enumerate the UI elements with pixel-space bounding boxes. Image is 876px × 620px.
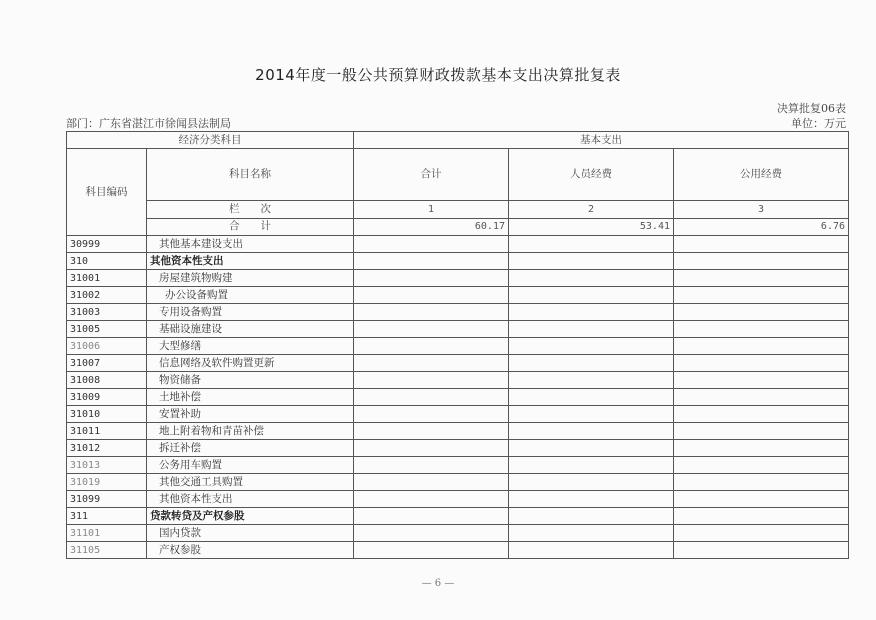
row-personnel xyxy=(509,525,674,542)
row-personnel xyxy=(509,321,674,338)
row-personnel xyxy=(509,508,674,525)
row-public xyxy=(674,236,849,253)
table-row xyxy=(67,508,849,525)
table-row xyxy=(67,474,849,491)
row-code: 31019 xyxy=(67,474,147,491)
form-number: 决算批复06表 xyxy=(777,102,846,115)
row-total xyxy=(354,474,509,491)
row-personnel xyxy=(509,423,674,440)
row-code: 31002 xyxy=(67,287,147,304)
header-econ-class: 经济分类科目 xyxy=(67,132,354,149)
row-personnel xyxy=(509,270,674,287)
row-public xyxy=(674,304,849,321)
header-total: 合计 xyxy=(354,149,509,201)
row-total xyxy=(354,253,509,270)
unit-label: 单位：万元 xyxy=(791,117,846,130)
row-total xyxy=(354,389,509,406)
row-code: 31005 xyxy=(67,321,147,338)
row-code: 31001 xyxy=(67,270,147,287)
row-code: 31010 xyxy=(67,406,147,423)
page-number: — 6 — xyxy=(421,578,455,589)
table-row xyxy=(67,423,849,440)
row-name: 公务用车购置 xyxy=(147,457,354,474)
row-personnel xyxy=(509,491,674,508)
sum-total: 60.17 xyxy=(354,218,509,235)
row-total xyxy=(354,423,509,440)
row-code: 31099 xyxy=(67,491,147,508)
table-row xyxy=(67,338,849,355)
table-row xyxy=(67,457,849,474)
page-title: 2014年度一般公共预算财政拨款基本支出决算批复表 xyxy=(255,66,621,84)
row-public xyxy=(674,406,849,423)
row-code: 311 xyxy=(67,508,147,525)
header-name: 科目名称 xyxy=(147,149,354,201)
budget-table xyxy=(66,131,849,559)
table-row xyxy=(67,440,849,457)
row-public xyxy=(674,491,849,508)
row-name: 其他资本性支出 xyxy=(147,253,354,270)
row-personnel xyxy=(509,236,674,253)
row-personnel xyxy=(509,338,674,355)
table-row xyxy=(67,406,849,423)
sum-label: 合 计 xyxy=(147,218,354,235)
row-public xyxy=(674,270,849,287)
row-total xyxy=(354,355,509,372)
row-name: 安置补助 xyxy=(147,406,354,423)
row-personnel xyxy=(509,253,674,270)
row-personnel xyxy=(509,304,674,321)
table-row xyxy=(67,321,849,338)
table-row xyxy=(67,270,849,287)
header-personnel: 人员经费 xyxy=(509,149,674,201)
row-total xyxy=(354,491,509,508)
row-public xyxy=(674,457,849,474)
row-total xyxy=(354,321,509,338)
row-code: 31011 xyxy=(67,423,147,440)
row-code: 31008 xyxy=(67,372,147,389)
row-public xyxy=(674,355,849,372)
header-basic-expense: 基本支出 xyxy=(354,132,849,149)
table-row xyxy=(67,542,849,559)
col-index-3: 3 xyxy=(674,201,849,218)
table-row xyxy=(67,304,849,321)
row-total xyxy=(354,440,509,457)
row-public xyxy=(674,440,849,457)
table-body xyxy=(67,236,849,559)
col-index-label: 栏 次 xyxy=(147,201,354,218)
row-public xyxy=(674,525,849,542)
table-row xyxy=(67,236,849,253)
row-personnel xyxy=(509,389,674,406)
row-name: 基础设施建设 xyxy=(147,321,354,338)
row-code: 310 xyxy=(67,253,147,270)
department-label: 部门：广东省湛江市徐闻县法制局 xyxy=(66,117,231,130)
row-total xyxy=(354,338,509,355)
row-total xyxy=(354,270,509,287)
row-name: 产权参股 xyxy=(147,542,354,559)
row-name: 办公设备购置 xyxy=(147,287,354,304)
row-total xyxy=(354,287,509,304)
row-name: 其他基本建设支出 xyxy=(147,236,354,253)
row-total xyxy=(354,406,509,423)
header-code: 科目编码 xyxy=(67,149,147,236)
row-name: 专用设备购置 xyxy=(147,304,354,321)
row-name: 土地补偿 xyxy=(147,389,354,406)
row-public xyxy=(674,321,849,338)
row-personnel xyxy=(509,406,674,423)
col-index-1: 1 xyxy=(354,201,509,218)
row-public xyxy=(674,474,849,491)
row-total xyxy=(354,457,509,474)
row-code: 31013 xyxy=(67,457,147,474)
row-public xyxy=(674,253,849,270)
sum-public: 6.76 xyxy=(674,218,849,235)
row-total xyxy=(354,542,509,559)
row-code: 31006 xyxy=(67,338,147,355)
row-personnel xyxy=(509,474,674,491)
row-personnel xyxy=(509,457,674,474)
row-code: 30999 xyxy=(67,236,147,253)
row-name: 贷款转贷及产权参股 xyxy=(147,508,354,525)
row-name: 信息网络及软件购置更新 xyxy=(147,355,354,372)
row-name: 物资储备 xyxy=(147,372,354,389)
row-code: 31003 xyxy=(67,304,147,321)
row-name: 拆迁补偿 xyxy=(147,440,354,457)
row-code: 31009 xyxy=(67,389,147,406)
row-public xyxy=(674,423,849,440)
table-row xyxy=(67,355,849,372)
sum-personnel: 53.41 xyxy=(509,218,674,235)
row-code: 31007 xyxy=(67,355,147,372)
table-row xyxy=(67,287,849,304)
row-personnel xyxy=(509,542,674,559)
row-name: 其他交通工具购置 xyxy=(147,474,354,491)
row-total xyxy=(354,508,509,525)
table-row xyxy=(67,253,849,270)
row-name: 大型修缮 xyxy=(147,338,354,355)
row-total xyxy=(354,236,509,253)
row-personnel xyxy=(509,372,674,389)
row-public xyxy=(674,508,849,525)
row-public xyxy=(674,389,849,406)
row-public xyxy=(674,338,849,355)
row-code: 31012 xyxy=(67,440,147,457)
row-public xyxy=(674,372,849,389)
row-total xyxy=(354,304,509,321)
header-public: 公用经费 xyxy=(674,149,849,201)
row-name: 国内贷款 xyxy=(147,525,354,542)
row-personnel xyxy=(509,440,674,457)
row-name: 其他资本性支出 xyxy=(147,491,354,508)
row-public xyxy=(674,542,849,559)
row-name: 房屋建筑物购建 xyxy=(147,270,354,287)
row-code: 31101 xyxy=(67,525,147,542)
row-name: 地上附着物和青苗补偿 xyxy=(147,423,354,440)
table-row xyxy=(67,389,849,406)
row-personnel xyxy=(509,287,674,304)
row-personnel xyxy=(509,355,674,372)
table-row xyxy=(67,525,849,542)
row-total xyxy=(354,372,509,389)
row-total xyxy=(354,525,509,542)
row-public xyxy=(674,287,849,304)
col-index-2: 2 xyxy=(509,201,674,218)
table-row xyxy=(67,491,849,508)
table-row xyxy=(67,372,849,389)
row-code: 31105 xyxy=(67,542,147,559)
